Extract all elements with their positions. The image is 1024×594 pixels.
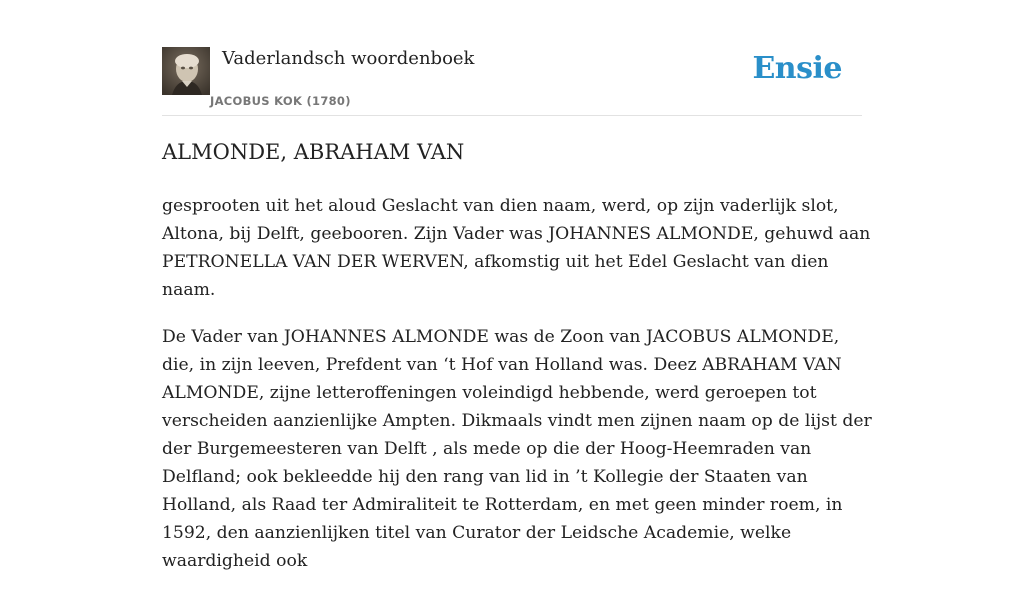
portrait-avatar[interactable]	[162, 47, 210, 95]
portrait-icon	[162, 47, 210, 95]
ensie-logo[interactable]: Ensie	[752, 51, 842, 86]
book-header	[162, 44, 862, 116]
book-title[interactable]: Vaderlandsch woordenboek	[222, 48, 475, 69]
entry-paragraph: De Vader van JOHANNES ALMONDE was de Zoon van JACOBUS ALMONDE, die, in zijn leeven, Prefdent van ‘t Hof van Holland was. Deez ABRAHAM VAN ALMONDE, zijne letteroffeningen voleindigd hebbende, werd geroepen tot verscheiden aanzienlijke Ampten. Dikmaals vindt men zijnen naam op de lijst der der Burgemeesteren van Delft , als mede op die der Hoog-Heemraden van Delfland; ook bekleedde hij den rang van lid in ’t Kollegie der Staaten van Holland, als Raad ter Admiraliteit te Rotterdam, en met geen minder roem, in 1592, den aanzienlijken titel van Curator der Leidsche Academie, welke waardigheid ook	[162, 327, 872, 571]
entry-headword: ALMONDE, ABRAHAM VAN	[162, 140, 465, 164]
header-divider	[162, 115, 862, 116]
author-label[interactable]: JACOBUS KOK (1780)	[210, 94, 351, 108]
entry-paragraph: gesprooten uit het aloud Geslacht van dien naam, werd, op zijn vaderlijk slot, Altona, bij Delft, geebooren. Zijn Vader was JOHANNES ALMONDE, gehuwd aan PETRONELLA VAN DER WERVEN, afkomstig uit het Edel Geslacht van dien naam.	[162, 196, 871, 300]
entry-body	[162, 192, 872, 594]
